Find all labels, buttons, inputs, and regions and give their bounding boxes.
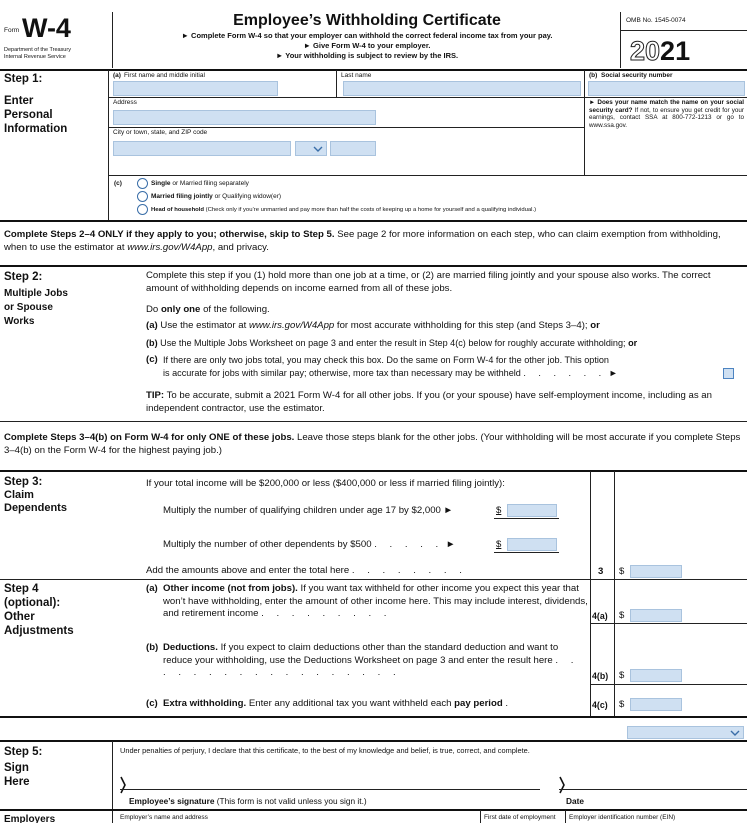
- state-select[interactable]: [295, 141, 327, 156]
- step4b-text: Deductions. If you expect to claim deductions other than the standard deduction and want to reduce your withholding, use the Deductions Worksheet on page 3 and enter the result here . . . . . . . . . . . . . . . . . .: [163, 642, 579, 678]
- signature-label: Employee’s signature (This form is not valid unless you sign it.): [129, 796, 367, 806]
- step2-option-a: (a) Use the estimator at www.irs.gov/W4App for most accurate withholding for this step (and Steps 3–4); or: [146, 320, 600, 331]
- first-date-label: First date of employment: [484, 814, 556, 821]
- filing-status-tag: (c): [114, 180, 122, 187]
- ssn-input[interactable]: [588, 81, 745, 96]
- chevron-down-icon: [730, 729, 740, 737]
- step3-label: Step 3:: [4, 476, 43, 488]
- other-dollar: $: [496, 539, 502, 550]
- line-4a-number: 4(a): [592, 611, 608, 621]
- last-name-label: Last name: [341, 72, 372, 79]
- complete-steps-note: Complete Steps 2–4 ONLY if they apply to you; otherwise, skip to Step 5. See page 2 for more information on each step, who can claim exemption from withholding, when to use the estimator at www.irs.gov/W4App, and privacy.: [4, 229, 721, 253]
- line-4b-dollar: $: [619, 670, 625, 681]
- last-name-input[interactable]: [343, 81, 581, 96]
- filing-single-label: Single or Married filing separately: [151, 180, 249, 187]
- step2-option-b: (b) Use the Multiple Jobs Worksheet on page 3 and enter the result in Step 4(c) below for roughly accurate withholding; or: [146, 338, 638, 348]
- form-dropdown[interactable]: [627, 726, 744, 739]
- line-4b-input[interactable]: [630, 669, 682, 682]
- step4c-text: Extra withholding. Enter any additional tax you want withheld each pay period .: [163, 698, 514, 709]
- step4a-text: Other income (not from jobs). If you want tax withheld for other income you expect this year that won’t have withholding, enter the amount of other income here. This may include interest, dividends, and retirement income . . . . . . . . .: [163, 583, 588, 619]
- address-label: Address: [113, 99, 137, 106]
- perjury-statement: Under penalties of perjury, I declare that this certificate, to the best of my knowledge and belief, is true, correct, and complete.: [120, 746, 530, 755]
- children-amount-input[interactable]: [507, 504, 557, 517]
- employers-label: Employers: [4, 814, 56, 823]
- city-label: City or town, state, and ZIP code: [113, 129, 208, 136]
- step4b-tag: (b): [146, 642, 159, 653]
- step1-sublabel: Enter Personal Information: [4, 95, 68, 135]
- form-prefix: Form: [4, 27, 20, 34]
- line-4a-input[interactable]: [630, 609, 682, 622]
- form-title: Employee’s Withholding Certificate: [233, 12, 501, 29]
- line-3-input[interactable]: [630, 565, 682, 578]
- city-input[interactable]: [113, 141, 291, 156]
- filing-joint-label: Married filing jointly or Qualifying widow(er): [151, 193, 282, 200]
- step2-intro: Complete this step if you (1) hold more than one job at a time, or (2) are married filing jointly and your spouse also works. The correct amount of withholding depends on income earned from all of these jobs.: [146, 270, 711, 294]
- ssn-label: Social security number: [601, 72, 673, 79]
- step2-tip: TIP: To be accurate, submit a 2021 Form W-4 for all other jobs. If you (or your spouse) have self-employment income, including as an independent contractor, use the estimator.: [146, 390, 712, 414]
- instructions: ► Complete Form W-4 so that your employer can withhold the correct federal income tax from your pay. ► Give Form W-4 to your employer. ► Your withholding is subject to review by the IRS.: [181, 31, 553, 60]
- complete-steps-3-4-note: Complete Steps 3–4(b) on Form W-4 for only ONE of these jobs. Leave those steps blank for the other jobs. (Your withholding will be most accurate if you complete Steps 3–4(b) on the Form W-4 for the highest paying job.): [4, 432, 741, 456]
- date-field[interactable]: [560, 776, 747, 789]
- signature-field[interactable]: [120, 776, 540, 789]
- line-3-dollar: $: [619, 566, 625, 577]
- filing-hoh-label: Head of household (Check only if you’re unmarried and pay more than half the costs of keeping up a home for yourself and a qualifying individual.): [151, 207, 537, 213]
- date-label: Date: [566, 796, 584, 806]
- step2-label: Step 2:: [4, 271, 43, 283]
- step3-intro: If your total income will be $200,000 or less ($400,000 or less if married filing jointly):: [146, 478, 505, 489]
- ssn-note: ► Does your name match the name on your social security card? If not, to ensure you get credit for your earnings, contact SSA at 800-772-1213 or go to www.ssa.gov.: [589, 99, 745, 129]
- other-dependents-amount-input[interactable]: [507, 538, 557, 551]
- first-name-label: First name and middle initial: [124, 72, 205, 79]
- line-4c-input[interactable]: [630, 698, 682, 711]
- two-jobs-checkbox[interactable]: [723, 368, 734, 379]
- radio-married-jointly[interactable]: [137, 191, 148, 202]
- form-year: 2021: [630, 36, 691, 66]
- step3-add-label: Add the amounts above and enter the total here . . . . . . . .: [146, 565, 467, 576]
- line-4c-number: 4(c): [592, 700, 608, 710]
- line-3-number: 3: [598, 566, 604, 577]
- step5-label: Step 5: Sign Here: [4, 746, 43, 788]
- step4a-tag: (a): [146, 583, 158, 594]
- radio-head-of-household[interactable]: [137, 204, 148, 215]
- step3-other-label: Multiply the number of other dependents by $500 . . . . . ►: [163, 539, 456, 550]
- line-4a-dollar: $: [619, 610, 625, 621]
- children-dollar: $: [496, 505, 502, 516]
- address-input[interactable]: [113, 110, 376, 125]
- first-name-tag: (a): [113, 72, 121, 79]
- omb-number: OMB No. 1545-0074: [626, 17, 686, 24]
- zip-input[interactable]: [330, 141, 376, 156]
- line-4c-dollar: $: [619, 699, 625, 710]
- step1-label: Step 1:: [4, 73, 43, 85]
- ein-label: Employer identification number (EIN): [569, 814, 676, 821]
- step2-option-c: If there are only two jobs total, you may check this box. Do the same on Form W-4 for the other job. This option is accurate for jobs with similar pay; otherwise, more tax than necessary may be withheld . . . . . . ►: [163, 355, 618, 378]
- chevron-down-icon: [313, 145, 323, 153]
- form-name: W-4: [22, 13, 71, 43]
- step2-option-c-tag: (c): [146, 354, 158, 365]
- employer-name-label: Employer’s name and address: [120, 814, 208, 821]
- department: Department of the Treasury Internal Revenue Service: [4, 47, 71, 60]
- step4c-tag: (c): [146, 698, 158, 709]
- ssn-tag: (b): [589, 72, 598, 79]
- radio-single[interactable]: [137, 178, 148, 189]
- step2-sublabel: Multiple Jobs or Spouse Works: [4, 288, 68, 327]
- step4-label: Step 4 (optional): Other Adjustments: [4, 583, 74, 637]
- step2-do: Do only one of the following.: [146, 304, 270, 315]
- first-name-input[interactable]: [113, 81, 278, 96]
- step3-sublabel: Claim Dependents: [4, 489, 67, 514]
- step3-children-label: Multiply the number of qualifying children under age 17 by $2,000 ►: [163, 505, 454, 516]
- line-4b-number: 4(b): [592, 671, 609, 681]
